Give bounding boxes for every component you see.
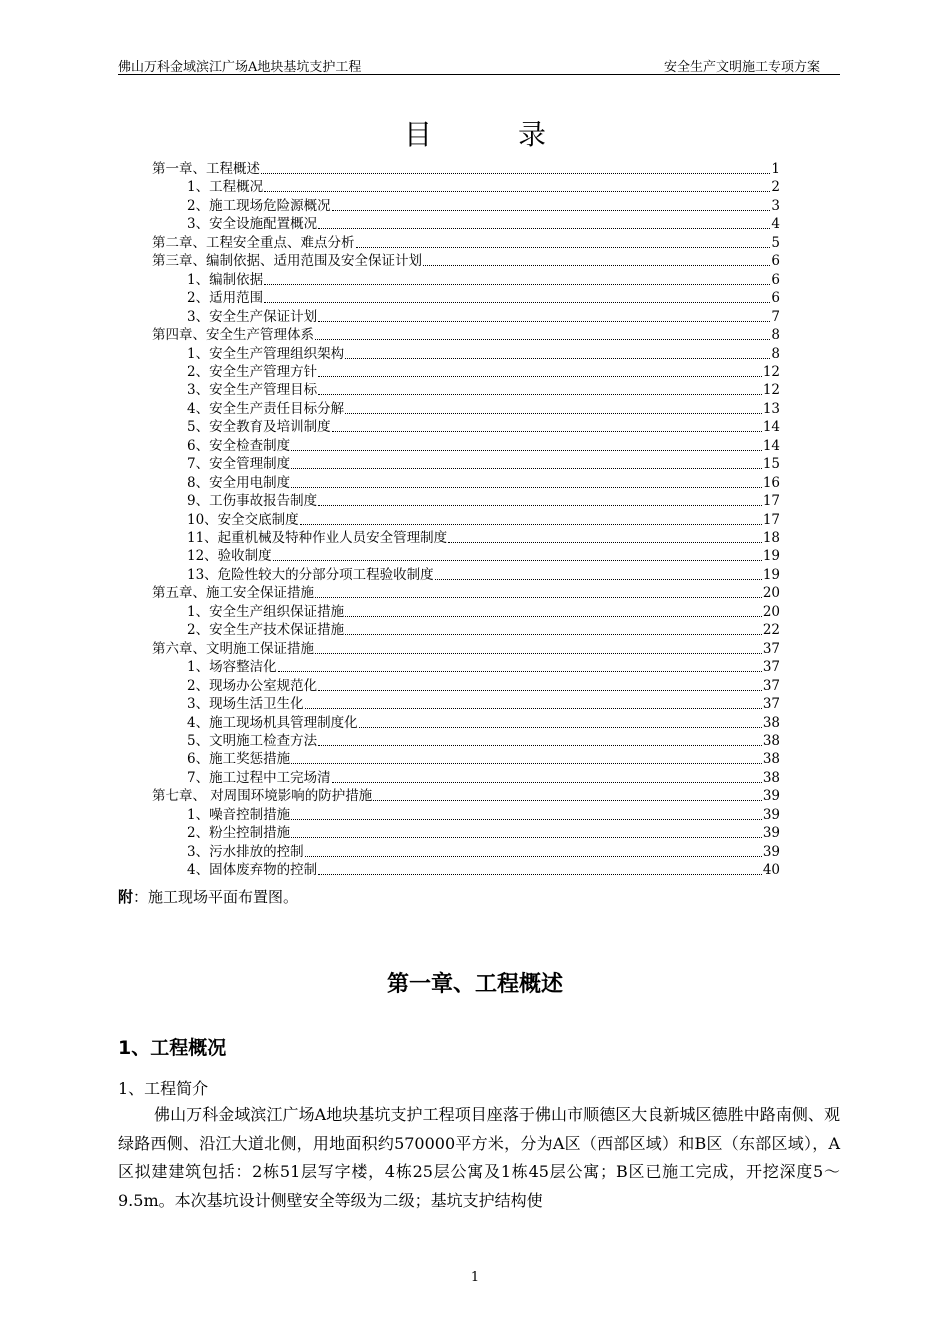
toc-entry-label: 9、工伤事故报告制度	[187, 493, 318, 510]
toc-entry-page: 3	[771, 197, 780, 214]
toc-entry-label: 1、编制依据	[187, 271, 264, 288]
toc-entry-page: 38	[762, 751, 780, 768]
toc-entry[interactable]	[152, 234, 780, 252]
toc-entry-page: 20	[762, 603, 780, 620]
toc-dot-leader	[318, 492, 762, 506]
toc-entry[interactable]	[152, 252, 780, 270]
toc-entry-page: 6	[771, 271, 780, 288]
toc-entry-label: 10、安全交底制度	[187, 511, 299, 528]
toc-entry-label: 4、施工现场机具管理制度化	[187, 714, 358, 731]
toc-entry-label: 3、现场生活卫生化	[187, 696, 304, 713]
toc-dot-leader	[291, 824, 762, 838]
toc-entry[interactable]	[187, 308, 780, 326]
toc-entry[interactable]	[187, 732, 780, 750]
appendix-text: ：施工现场平面布置图。	[133, 888, 299, 906]
toc-entry-label: 2、粉尘控制措施	[187, 825, 291, 842]
toc-dot-leader	[435, 566, 762, 580]
toc-entry[interactable]	[187, 289, 780, 307]
toc-entry-label: 2、现场办公室规范化	[187, 677, 318, 694]
toc-entry[interactable]	[187, 621, 780, 639]
toc-dot-leader	[332, 769, 762, 783]
toc-entry-label: 2、安全生产技术保证措施	[187, 622, 345, 639]
toc-entry-page: 40	[762, 862, 780, 879]
toc-dot-leader	[332, 418, 762, 432]
toc-dot-leader	[318, 363, 762, 377]
toc-dot-leader	[315, 326, 770, 340]
toc-entry-page: 12	[762, 382, 780, 399]
toc-entry-label: 7、施工过程中工完场清	[187, 769, 331, 786]
toc-entry-page: 13	[762, 400, 780, 417]
toc-entry-page: 6	[771, 290, 780, 307]
chapter-heading: 第一章、工程概述	[386, 972, 563, 997]
toc-entry[interactable]	[187, 492, 780, 510]
toc-entry-page: 39	[762, 825, 780, 842]
toc-entry[interactable]	[152, 640, 780, 658]
toc-dot-leader	[345, 603, 762, 617]
toc-entry-label: 1、安全生产组织保证措施	[187, 603, 345, 620]
toc-entry-page: 15	[762, 456, 780, 473]
toc-entry[interactable]	[152, 584, 780, 602]
toc-entry-label: 第七章、 对周围环境影响的防护措施	[152, 788, 373, 805]
toc-entry-label: 第四章、安全生产管理体系	[152, 327, 314, 344]
toc-entry-page: 22	[762, 622, 780, 639]
toc-entry-label: 6、安全检查制度	[187, 437, 291, 454]
toc-entry-page: 20	[762, 585, 780, 602]
page-number: 1	[470, 1270, 480, 1285]
toc-entry[interactable]	[187, 806, 780, 824]
toc-entry[interactable]	[187, 437, 780, 455]
toc-entry-page: 7	[771, 308, 780, 325]
toc-dot-leader	[318, 732, 762, 746]
toc-entry-page: 19	[762, 566, 780, 583]
toc-entry-label: 5、安全教育及培训制度	[187, 419, 331, 436]
toc-entry-page: 14	[762, 419, 780, 436]
toc-dot-leader	[318, 381, 762, 395]
toc-entry-label: 第六章、文明施工保证措施	[152, 640, 314, 657]
toc-dot-leader	[315, 640, 762, 654]
toc-entry-label: 3、安全生产管理目标	[187, 382, 318, 399]
toc-entry[interactable]	[187, 215, 780, 233]
body-paragraph-text: 佛山万科金域滨江广场A地块基坑支护工程项目座落于佛山市顺德区大良新城区德胜中路南侧、观绿路西侧、沿江大道北侧，用地面积约570000平方米，分为A区（西部区域）和B区（东部区域），A区拟建建筑包括：2栋51层写字楼，4栋25层公寓及1栋45层公寓；B区已施工完成，开挖深度5～9.5m。本次基坑设计侧壁安全等级为二级；基坑支护结构使	[118, 1105, 840, 1210]
toc-entry[interactable]	[187, 197, 780, 215]
toc-dot-leader	[315, 584, 762, 598]
toc-dot-leader	[291, 806, 762, 820]
toc-entry[interactable]	[187, 400, 780, 418]
toc-dot-leader	[359, 714, 762, 728]
toc-entry-label: 6、施工奖惩措施	[187, 751, 291, 768]
toc-entry[interactable]	[152, 326, 780, 344]
toc-dot-leader	[261, 160, 770, 174]
toc-dot-leader	[305, 843, 762, 857]
toc-dot-leader	[300, 511, 762, 525]
toc-entry-page: 18	[762, 530, 780, 546]
toc-dot-leader	[291, 474, 762, 488]
toc-entry-label: 11、起重机械及特种作业人员安全管理制度	[187, 530, 448, 546]
header-project-name: 佛山万科金域滨江广场A地块基坑支护工程	[118, 60, 362, 75]
toc-dot-leader	[356, 234, 771, 248]
toc-dot-leader	[264, 178, 770, 192]
toc-title-char-1: 目	[403, 118, 432, 151]
toc-dot-leader	[345, 345, 770, 359]
toc-entry[interactable]	[187, 547, 780, 565]
toc-entry[interactable]	[187, 511, 780, 529]
toc-dot-leader	[264, 289, 770, 303]
toc-title-char-2: 录	[518, 118, 547, 151]
toc-entry-page: 39	[762, 788, 780, 805]
header-document-type: 安全生产文明施工专项方案	[663, 60, 820, 75]
toc-dot-leader	[264, 271, 770, 285]
toc-entry[interactable]	[187, 178, 780, 196]
toc-entry[interactable]	[187, 603, 780, 621]
toc-entry[interactable]	[152, 160, 780, 178]
toc-entry[interactable]	[187, 455, 780, 473]
toc-appendix	[118, 886, 298, 907]
toc-entry-page: 2	[771, 179, 780, 196]
toc-dot-leader	[318, 677, 762, 691]
toc-entry-page: 37	[762, 659, 780, 676]
toc-dot-leader	[318, 861, 762, 875]
toc-entry[interactable]	[187, 824, 780, 842]
toc-dot-leader	[448, 529, 762, 543]
toc-dot-leader	[278, 658, 762, 672]
subsection-heading: 1、工程简介	[118, 1079, 209, 1098]
toc-entry-page: 14	[762, 437, 780, 454]
toc-entry-label: 3、污水排放的控制	[187, 843, 304, 860]
body-paragraph	[118, 1101, 840, 1215]
toc-entry-page: 6	[771, 253, 780, 270]
toc-dot-leader	[291, 455, 762, 469]
toc-entry-label: 4、安全生产责任目标分解	[187, 400, 345, 417]
toc-entry[interactable]	[152, 787, 780, 805]
toc-dot-leader	[373, 787, 762, 801]
toc-entry-label: 4、固体废弃物的控制	[187, 862, 318, 879]
toc-dot-leader	[318, 308, 770, 322]
toc-entry-label: 1、工程概况	[187, 179, 264, 196]
toc-entry[interactable]	[187, 677, 780, 695]
toc-entry-page: 37	[762, 696, 780, 713]
toc-title	[0, 113, 950, 153]
toc-entry-label: 1、场容整洁化	[187, 659, 277, 676]
toc-entry-page: 8	[771, 327, 780, 344]
toc-entry-page: 12	[762, 363, 780, 380]
toc-entry-page: 8	[771, 345, 780, 362]
toc-entry[interactable]	[187, 861, 780, 879]
toc-entry-label: 2、安全生产管理方针	[187, 363, 318, 380]
section-heading: 1、工程概况	[118, 1037, 227, 1059]
appendix-label: 附	[118, 888, 134, 906]
toc-entry-page: 17	[762, 493, 780, 510]
toc-entry[interactable]	[187, 381, 780, 399]
toc-dot-leader	[345, 621, 762, 635]
toc-entry[interactable]	[187, 750, 780, 768]
toc-entry[interactable]	[187, 529, 780, 547]
toc-entry-label: 3、安全生产保证计划	[187, 308, 318, 325]
toc-dot-leader	[345, 400, 762, 414]
toc-entry[interactable]	[187, 271, 780, 289]
toc-entry-label: 5、文明施工检查方法	[187, 732, 318, 749]
toc-dot-leader	[332, 197, 771, 211]
toc-dot-leader	[273, 547, 762, 561]
toc-entry[interactable]	[187, 695, 780, 713]
toc-dot-leader	[305, 695, 762, 709]
toc-entry[interactable]	[187, 769, 780, 787]
toc-entry-label: 12、验收制度	[187, 548, 272, 565]
toc-entry-label: 第五章、施工安全保证措施	[152, 585, 314, 602]
toc-entry-page: 16	[762, 474, 780, 491]
toc-entry-page: 38	[762, 732, 780, 749]
toc-entry[interactable]	[187, 418, 780, 436]
toc-dot-leader	[291, 750, 762, 764]
toc-entry-page: 37	[762, 677, 780, 694]
toc-entry-label: 2、施工现场危险源概况	[187, 197, 331, 214]
toc-entry-label: 1、噪音控制措施	[187, 806, 291, 823]
toc-entry-label: 2、适用范围	[187, 290, 264, 307]
toc-entry-label: 8、安全用电制度	[187, 474, 291, 491]
toc-dot-leader	[291, 437, 762, 451]
toc-entry-page: 39	[762, 843, 780, 860]
toc-entry[interactable]	[187, 843, 780, 861]
toc-entry-label: 3、安全设施配置概况	[187, 216, 318, 233]
toc-entry-label: 第二章、工程安全重点、难点分析	[152, 234, 355, 251]
toc-entry-page: 19	[762, 548, 780, 565]
toc-entry-label: 1、安全生产管理组织架构	[187, 345, 345, 362]
toc-entry[interactable]	[187, 345, 780, 363]
toc-entry-page: 1	[771, 161, 780, 177]
toc-entry-page: 39	[762, 806, 780, 823]
toc-entry-page: 5	[771, 234, 780, 251]
toc-entry-label: 第三章、编制依据、适用范围及安全保证计划	[152, 253, 422, 270]
toc-entry-page: 38	[762, 769, 780, 786]
toc-entry[interactable]	[187, 474, 780, 492]
toc-entry[interactable]	[187, 363, 780, 381]
toc-entry-page: 4	[771, 216, 780, 233]
toc-entry-label: 13、危险性较大的分部分项工程验收制度	[187, 566, 434, 583]
toc-dot-leader	[423, 252, 770, 266]
toc-dot-leader	[318, 215, 770, 229]
toc-entry-page: 37	[762, 640, 780, 657]
toc-entry[interactable]	[187, 566, 780, 584]
page-header	[118, 54, 840, 75]
toc-entry-page: 38	[762, 714, 780, 731]
toc-entry[interactable]	[187, 658, 780, 676]
toc-entry-page: 17	[762, 511, 780, 528]
toc-entry-label: 第一章、工程概述	[152, 161, 260, 177]
toc-entry[interactable]	[187, 714, 780, 732]
toc-entry-label: 7、安全管理制度	[187, 456, 291, 473]
